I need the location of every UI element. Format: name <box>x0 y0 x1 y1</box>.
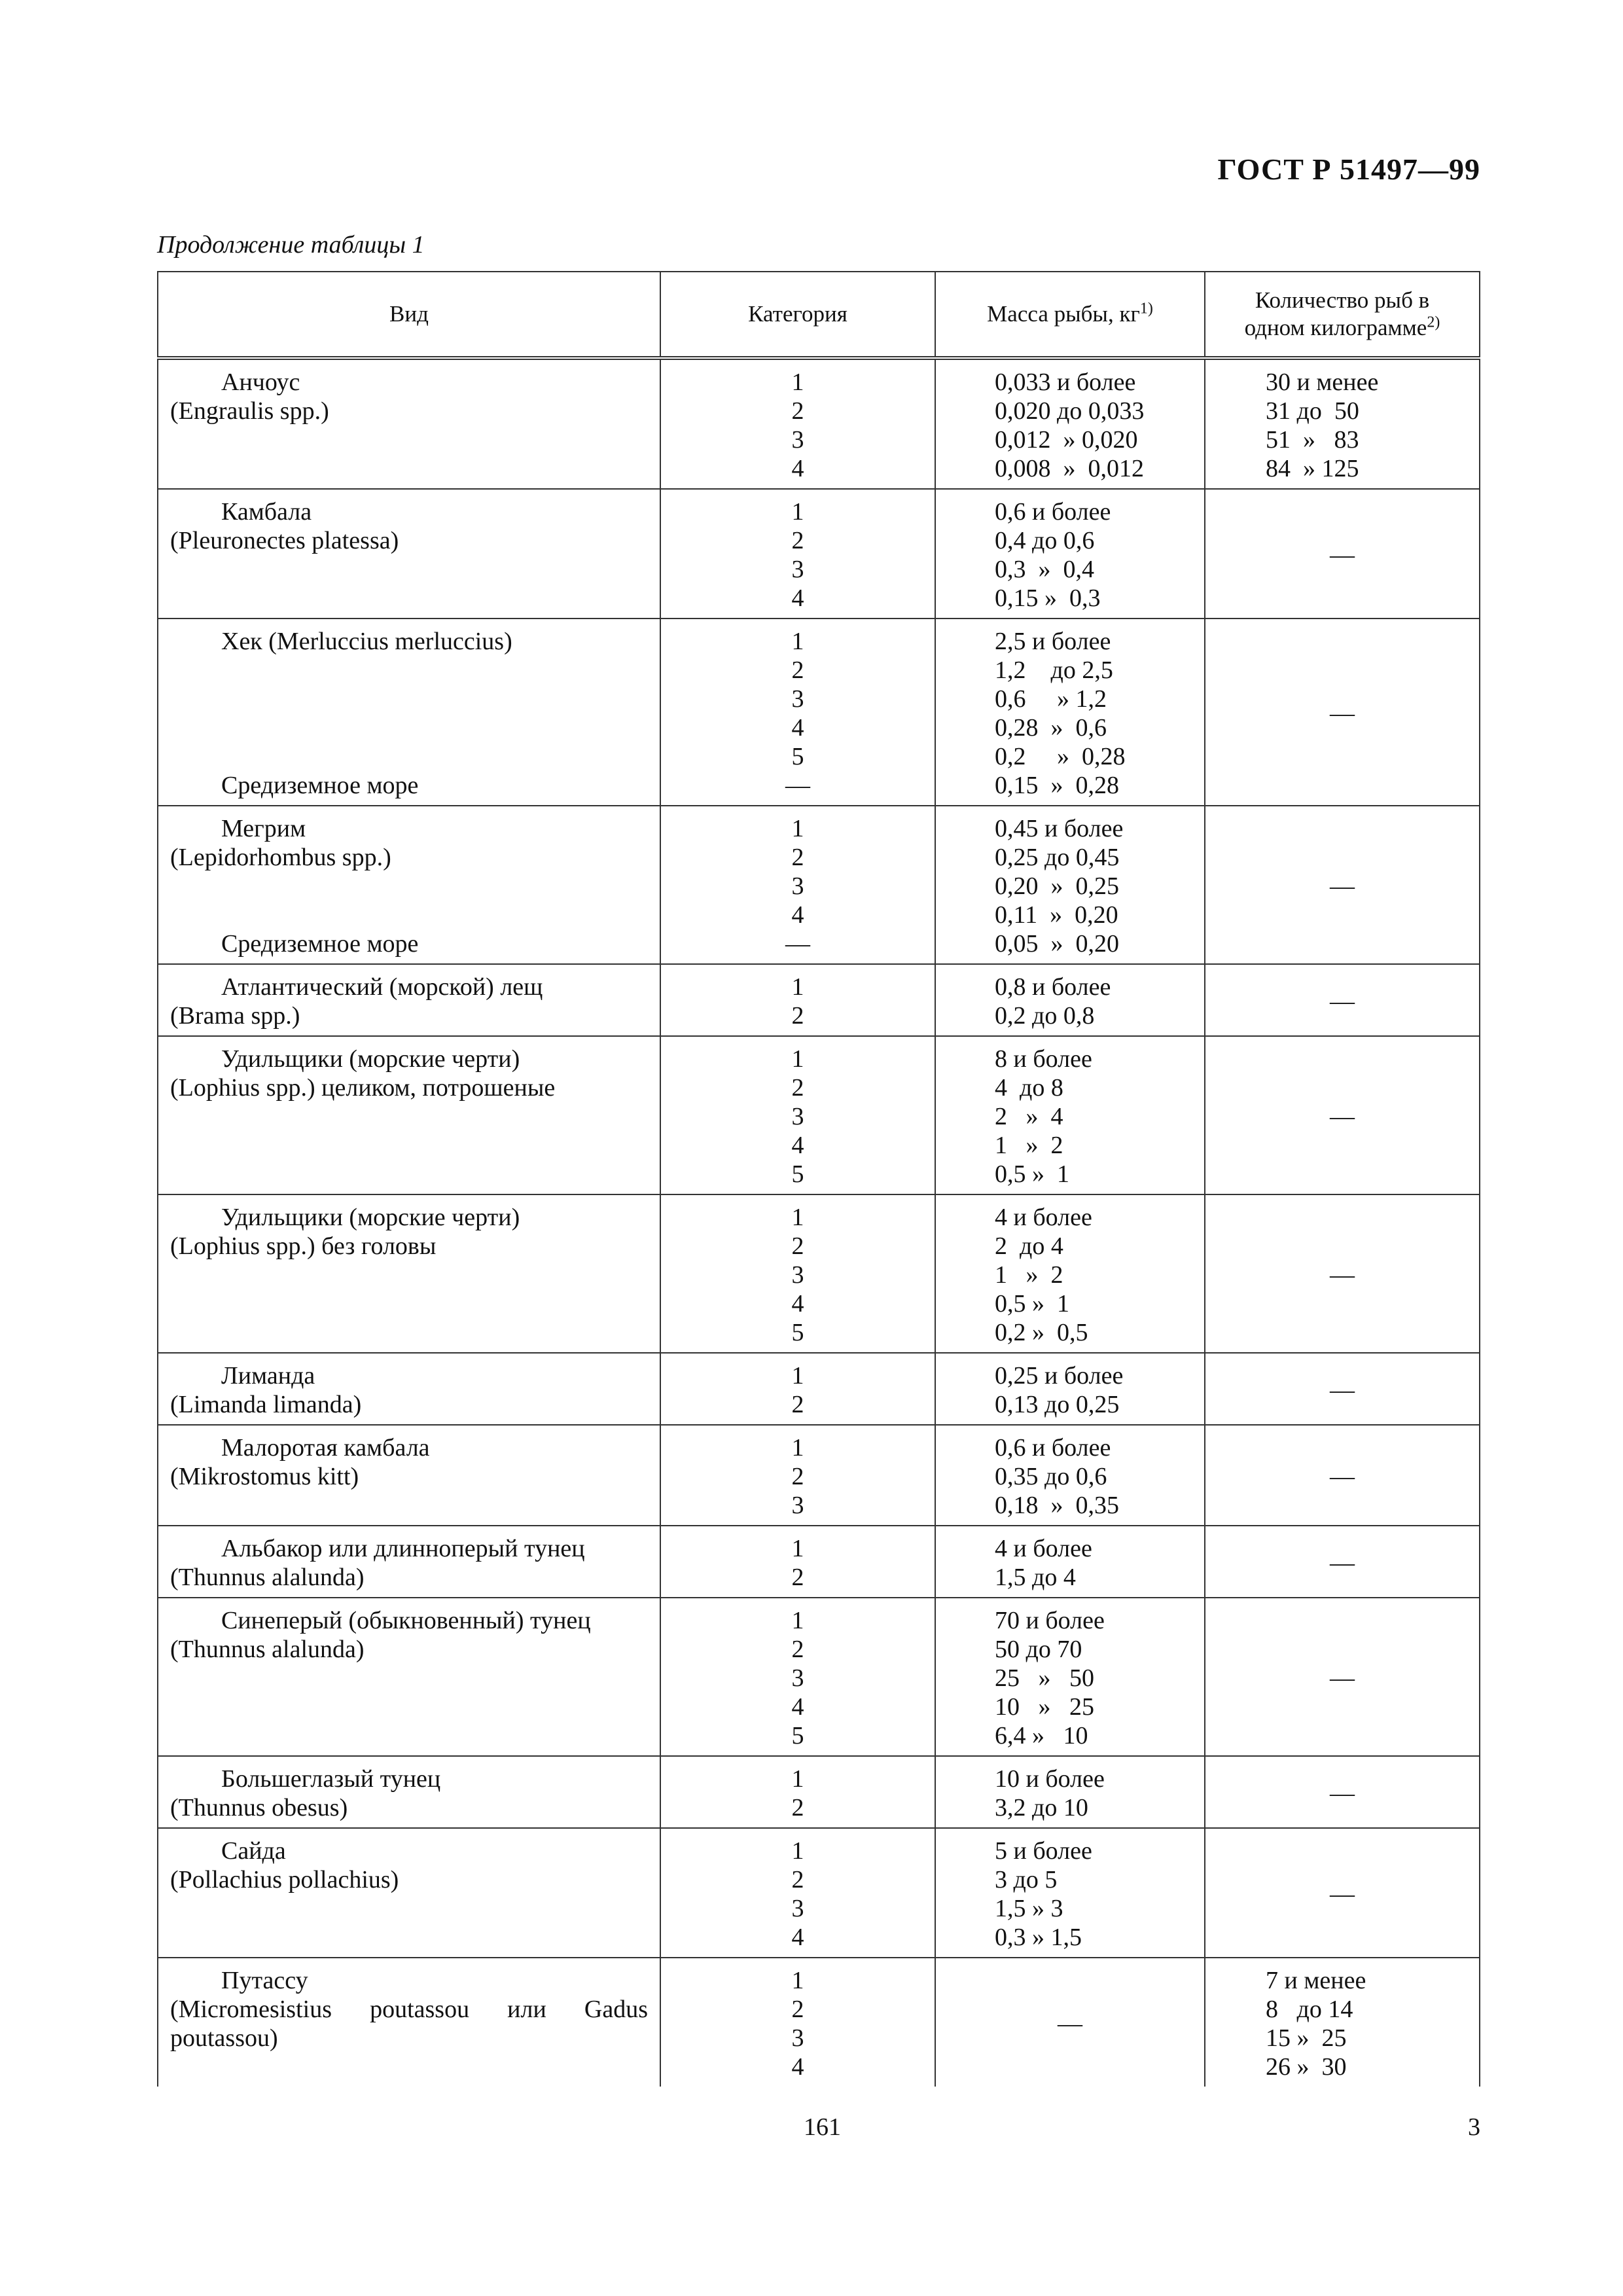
category-value: 1 <box>791 973 804 1001</box>
category-cell <box>660 1828 935 1958</box>
category-value: 1 <box>791 1434 804 1462</box>
mass-value: 0,6 и более <box>995 498 1111 526</box>
species-cell <box>158 806 660 964</box>
category-value: 1 <box>791 1837 804 1865</box>
category-cell <box>660 1425 935 1526</box>
count-cell-empty: — <box>1205 1598 1480 1756</box>
mass-value: 0,8 и более <box>995 973 1111 1001</box>
mass-value: 0,13 до 0,25 <box>995 1391 1120 1418</box>
species-line: (Limanda limanda) <box>170 1391 362 1418</box>
mass-value: 0,3 » 1,5 <box>995 1924 1082 1951</box>
species-line: poutassou) <box>170 2024 278 2052</box>
count-value: 15 » 25 <box>1266 2024 1347 2052</box>
table-row <box>158 806 1480 964</box>
mass-value: 8 и более <box>995 1045 1092 1073</box>
mass-value: 0,5 » 1 <box>995 1290 1069 1318</box>
mass-value: 0,18 » 0,35 <box>995 1492 1119 1519</box>
mass-value: 0,008 » 0,012 <box>995 455 1144 482</box>
mass-value: 2,5 и более <box>995 628 1111 655</box>
table-row <box>158 1958 1480 2087</box>
species-line: (Thunnus alalunda) <box>170 1564 365 1591</box>
category-value: 1 <box>791 368 804 396</box>
mass-value: 0,25 и более <box>995 1362 1124 1390</box>
species-line: Мегрим <box>221 815 306 842</box>
species-line: (Thunnus alalunda) <box>170 1636 365 1663</box>
mass-value: 1 » 2 <box>995 1261 1063 1289</box>
mass-value: 0,2 » 0,5 <box>995 1319 1088 1346</box>
table-row <box>158 358 1480 489</box>
mass-value: 25 » 50 <box>995 1664 1094 1692</box>
count-cell-empty: — <box>1205 1526 1480 1598</box>
mass-value: 0,2 до 0,8 <box>995 1002 1095 1030</box>
category-value: 3 <box>791 1103 804 1130</box>
mass-value: 50 до 70 <box>995 1636 1082 1663</box>
mass-value: 1,5 » 3 <box>995 1895 1063 1922</box>
category-value: 4 <box>791 1290 804 1318</box>
mass-value: 0,5 » 1 <box>995 1160 1069 1188</box>
species-line: Синеперый (обыкновенный) тунец <box>221 1607 591 1634</box>
category-value: 1 <box>791 1765 804 1793</box>
species-line: Анчоус <box>221 368 300 396</box>
category-value: 2 <box>791 656 804 684</box>
category-value: — <box>785 930 810 958</box>
mass-value: 10 и более <box>995 1765 1105 1793</box>
category-value: 5 <box>791 1160 804 1188</box>
mass-value: 2 до 4 <box>995 1232 1063 1260</box>
category-value: 4 <box>791 455 804 482</box>
category-value: 1 <box>791 1967 804 1994</box>
category-value: 5 <box>791 1319 804 1346</box>
mass-cell <box>935 964 1205 1036</box>
species-line <box>170 872 648 901</box>
category-value: 4 <box>791 584 804 612</box>
species-line <box>170 685 648 713</box>
category-cell <box>660 1526 935 1598</box>
mass-value: 3,2 до 10 <box>995 1794 1088 1821</box>
category-value: 2 <box>791 1636 804 1663</box>
category-value: 4 <box>791 2053 804 2081</box>
count-cell-empty: — <box>1205 1353 1480 1425</box>
mass-value: 10 » 25 <box>995 1693 1094 1721</box>
table-row <box>158 1194 1480 1353</box>
species-line: (Engraulis spp.) <box>170 397 329 425</box>
species-line <box>170 901 648 929</box>
category-cell <box>660 1598 935 1756</box>
count-value: 8 до 14 <box>1266 1996 1353 2023</box>
category-value: 3 <box>791 872 804 900</box>
mass-value: 0,05 » 0,20 <box>995 930 1119 958</box>
column-header-count: Количество рыб в одном килограмме$^{2)}$ <box>1205 272 1480 358</box>
species-line <box>170 713 648 742</box>
mass-value: 1 » 2 <box>995 1132 1063 1159</box>
table-continuation-caption: Продолжение таблицы 1 <box>157 231 425 259</box>
count-value: 31 до 50 <box>1266 397 1359 425</box>
species-line: (Mikrostomus kitt) <box>170 1463 359 1490</box>
species-line: (Micromesistius poutassou или Gadus <box>170 1996 648 2023</box>
category-value: 4 <box>791 1693 804 1721</box>
mass-value: 0,012 » 0,020 <box>995 426 1138 454</box>
species-line: Большеглазый тунец <box>221 1765 441 1793</box>
mass-value: 4 и более <box>995 1535 1092 1562</box>
species-line: Альбакор или длинноперый тунец <box>221 1535 585 1562</box>
mass-value: 0,2 » 0,28 <box>995 743 1126 770</box>
mass-value: 0,033 и более <box>995 368 1136 396</box>
species-line: Хек (Merluccius merluccius) <box>221 628 512 655</box>
category-cell <box>660 489 935 619</box>
count-value: 30 и менее <box>1266 368 1379 396</box>
category-value: 2 <box>791 1794 804 1821</box>
species-cell <box>158 1194 660 1353</box>
species-line: (Lepidorhombus spp.) <box>170 844 391 871</box>
table-row <box>158 1828 1480 1958</box>
mass-value: 0,15 » 0,28 <box>995 772 1119 799</box>
species-cell <box>158 1036 660 1194</box>
mass-cell <box>935 1036 1205 1194</box>
mass-value: 0,6 » 1,2 <box>995 685 1107 713</box>
category-value: 1 <box>791 1045 804 1073</box>
mass-value: 0,15 » 0,3 <box>995 584 1101 612</box>
table-body <box>158 358 1480 2087</box>
species-line: Путассу <box>221 1967 308 1994</box>
count-cell-empty: — <box>1205 489 1480 619</box>
table-row <box>158 1353 1480 1425</box>
species-line: Средиземное море <box>221 930 419 958</box>
standard-designation: ГОСТ Р 51497—99 <box>1217 152 1480 186</box>
category-cell <box>660 1353 935 1425</box>
category-value: 1 <box>791 498 804 526</box>
category-value: 2 <box>791 1866 804 1893</box>
count-cell-empty: — <box>1205 1425 1480 1526</box>
footnote-marker: 2) <box>1427 314 1440 331</box>
mass-value: 3 до 5 <box>995 1866 1058 1893</box>
species-line <box>170 742 648 771</box>
category-value: 3 <box>791 1492 804 1519</box>
mass-value: 0,28 » 0,6 <box>995 714 1107 742</box>
column-header-species: Вид <box>158 272 660 358</box>
count-cell-empty: — <box>1205 1756 1480 1828</box>
category-value: 1 <box>791 1362 804 1390</box>
species-line: (Pollachius pollachius) <box>170 1866 399 1893</box>
sheet-number: 3 <box>1468 2113 1480 2141</box>
species-cell <box>158 489 660 619</box>
species-line: Удильщики (морские черти) <box>221 1204 520 1231</box>
table-row <box>158 1756 1480 1828</box>
page-number: 161 <box>804 2113 841 2141</box>
category-value: 5 <box>791 1722 804 1749</box>
category-cell <box>660 358 935 489</box>
species-line: Малоротая камбала <box>221 1434 430 1462</box>
mass-cell-empty: — <box>935 1958 1205 2087</box>
mass-value: 70 и более <box>995 1607 1105 1634</box>
count-cell-empty: — <box>1205 806 1480 964</box>
category-cell <box>660 806 935 964</box>
species-cell <box>158 964 660 1036</box>
mass-value: 5 и более <box>995 1837 1092 1865</box>
count-cell <box>1205 358 1480 489</box>
category-value: 2 <box>791 1074 804 1102</box>
category-value: 3 <box>791 556 804 583</box>
count-value: 51 » 83 <box>1266 426 1359 454</box>
species-cell <box>158 358 660 489</box>
mass-cell <box>935 1598 1205 1756</box>
mass-value: 0,3 » 0,4 <box>995 556 1094 583</box>
species-line: (Brama spp.) <box>170 1002 300 1030</box>
table-row <box>158 489 1480 619</box>
mass-value: 0,45 и более <box>995 815 1124 842</box>
table-row <box>158 1598 1480 1756</box>
mass-cell <box>935 619 1205 806</box>
mass-cell <box>935 1526 1205 1598</box>
mass-value: 4 до 8 <box>995 1074 1063 1102</box>
species-line: (Pleuronectes platessa) <box>170 527 399 554</box>
footnote-marker: 1) <box>1139 300 1153 317</box>
species-line: Сайда <box>221 1837 286 1865</box>
count-value: 7 и менее <box>1266 1967 1366 1994</box>
mass-cell <box>935 1425 1205 1526</box>
category-value: 1 <box>791 815 804 842</box>
category-value: 3 <box>791 1261 804 1289</box>
count-cell <box>1205 1958 1480 2087</box>
count-cell-empty: — <box>1205 619 1480 806</box>
category-cell <box>660 1036 935 1194</box>
category-cell <box>660 1194 935 1353</box>
category-value: 2 <box>791 397 804 425</box>
species-cell <box>158 1526 660 1598</box>
table-row <box>158 1425 1480 1526</box>
category-cell <box>660 1756 935 1828</box>
mass-value: 0,6 и более <box>995 1434 1111 1462</box>
category-value: 1 <box>791 1535 804 1562</box>
mass-value: 0,4 до 0,6 <box>995 527 1095 554</box>
species-line: Камбала <box>221 498 312 526</box>
species-line: Лиманда <box>221 1362 315 1390</box>
category-value: 4 <box>791 714 804 742</box>
mass-cell <box>935 489 1205 619</box>
species-line: Средиземное море <box>221 772 419 799</box>
category-value: 3 <box>791 426 804 454</box>
mass-cell <box>935 1353 1205 1425</box>
table-row <box>158 619 1480 806</box>
species-cell <box>158 1353 660 1425</box>
category-value: 1 <box>791 1607 804 1634</box>
table-header-row <box>158 272 1480 358</box>
category-value: 3 <box>791 2024 804 2052</box>
species-line: (Lophius spp.) без головы <box>170 1232 437 1260</box>
category-value: 2 <box>791 844 804 871</box>
species-cell <box>158 1425 660 1526</box>
column-header-mass: Масса рыбы, $кг^{1)}$ <box>935 272 1205 358</box>
mass-value: 4 и более <box>995 1204 1092 1231</box>
mass-cell <box>935 1828 1205 1958</box>
category-cell <box>660 1958 935 2087</box>
category-value: 2 <box>791 527 804 554</box>
species-line: (Lophius spp.) целиком, потрошеные <box>170 1074 556 1102</box>
category-value: 2 <box>791 1564 804 1591</box>
category-value: 4 <box>791 1132 804 1159</box>
category-value: 4 <box>791 1924 804 1951</box>
mass-value: 0,11 » 0,20 <box>995 901 1118 929</box>
category-cell <box>660 619 935 806</box>
mass-value: 0,35 до 0,6 <box>995 1463 1107 1490</box>
mass-value: 6,4 » 10 <box>995 1722 1088 1749</box>
table-row <box>158 964 1480 1036</box>
species-line: Удильщики (морские черти) <box>221 1045 520 1073</box>
count-value: 26 » 30 <box>1266 2053 1347 2081</box>
fish-category-table <box>157 271 1480 2087</box>
count-cell-empty: — <box>1205 1036 1480 1194</box>
mass-cell <box>935 358 1205 489</box>
category-cell <box>660 964 935 1036</box>
species-cell <box>158 1958 660 2087</box>
category-value: 2 <box>791 1391 804 1418</box>
count-cell-empty: — <box>1205 964 1480 1036</box>
mass-value: 0,020 до 0,033 <box>995 397 1145 425</box>
mass-value: 0,20 » 0,25 <box>995 872 1119 900</box>
mass-cell <box>935 1756 1205 1828</box>
table-row <box>158 1036 1480 1194</box>
category-value: 1 <box>791 1204 804 1231</box>
category-value: 1 <box>791 628 804 655</box>
count-cell-empty: — <box>1205 1194 1480 1353</box>
category-value: 2 <box>791 1996 804 2023</box>
species-line <box>170 656 648 685</box>
category-value: 3 <box>791 685 804 713</box>
count-cell-empty: — <box>1205 1828 1480 1958</box>
species-line: (Thunnus obesus) <box>170 1794 348 1821</box>
category-value: 2 <box>791 1232 804 1260</box>
category-value: 2 <box>791 1002 804 1030</box>
category-value: 3 <box>791 1664 804 1692</box>
category-value: 2 <box>791 1463 804 1490</box>
mass-cell <box>935 806 1205 964</box>
category-value: 4 <box>791 901 804 929</box>
category-value: 3 <box>791 1895 804 1922</box>
mass-value: 2 » 4 <box>995 1103 1063 1130</box>
species-cell <box>158 619 660 806</box>
count-value: 84 » 125 <box>1266 455 1359 482</box>
mass-value: 1,2 до 2,5 <box>995 656 1113 684</box>
mass-value: 0,25 до 0,45 <box>995 844 1120 871</box>
column-header-category: Категория <box>660 272 935 358</box>
category-value: 5 <box>791 743 804 770</box>
mass-value: 1,5 до 4 <box>995 1564 1076 1591</box>
table-row <box>158 1526 1480 1598</box>
mass-cell <box>935 1194 1205 1353</box>
species-cell <box>158 1598 660 1756</box>
category-value: — <box>785 772 810 799</box>
species-cell <box>158 1756 660 1828</box>
species-line: Атлантический (морской) лещ <box>221 973 543 1001</box>
species-cell <box>158 1828 660 1958</box>
